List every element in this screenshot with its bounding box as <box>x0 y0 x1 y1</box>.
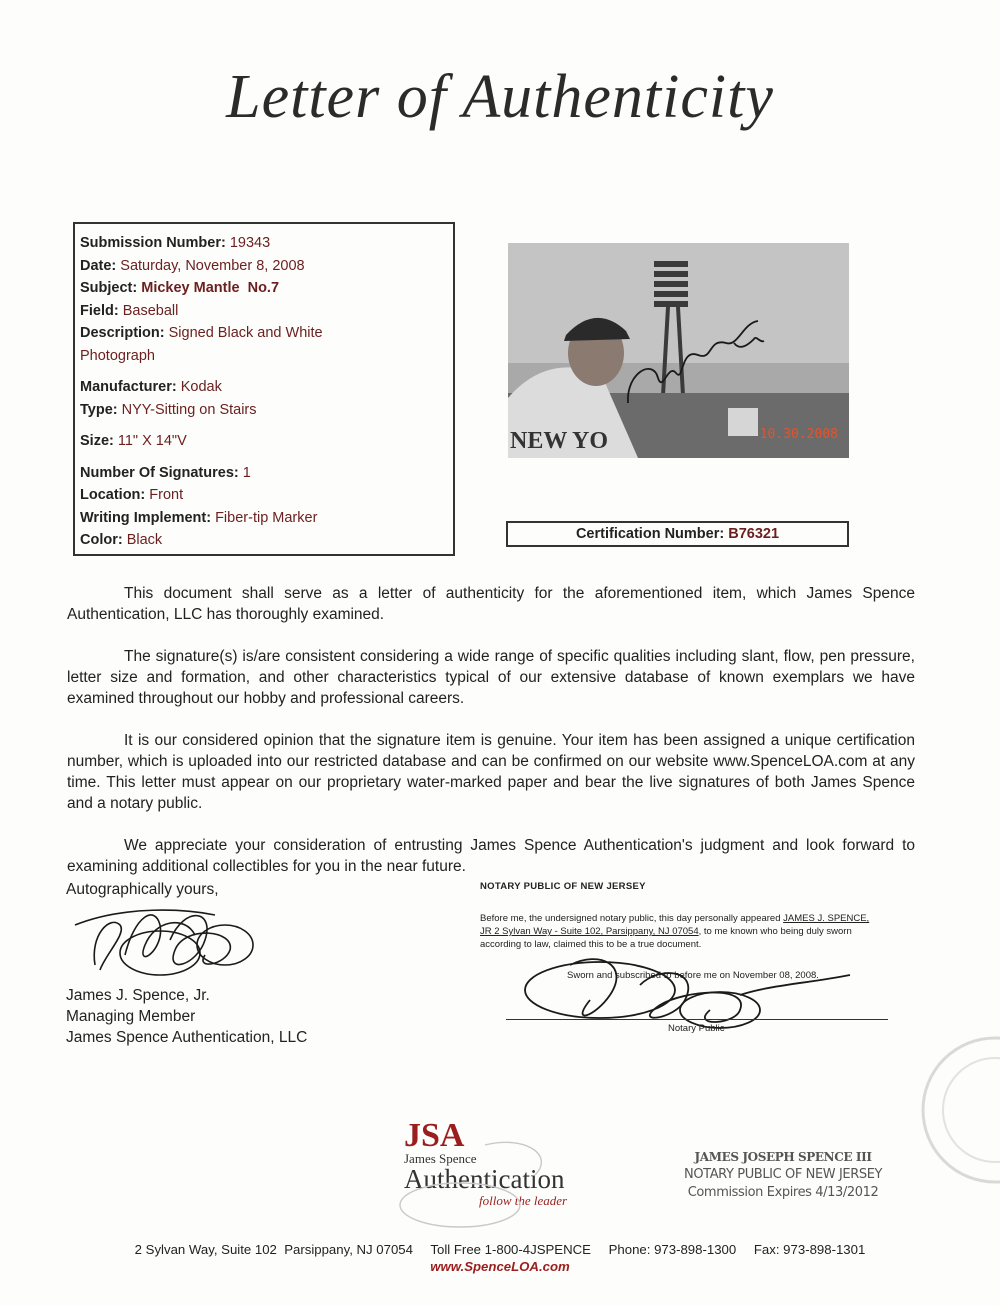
notary-sworn-line: Sworn and subscribed to before me on November 08, 2008. <box>567 970 819 981</box>
item-photo <box>508 243 849 458</box>
detail-size: Size: 11" X 14"V <box>80 433 187 449</box>
body-paragraph-2: The signature(s) is/are consistent considering a wide range of specific qualities including slant, flow, pen pressure, letter size and formation, and other characteristics typical of our extensive database of known exemplars we have examined throughout our hobby and professional careers. <box>67 648 915 707</box>
signer-name: James J. Spence, Jr. <box>66 987 210 1004</box>
photo-date-stamp: 10.30.2008 <box>759 427 838 442</box>
stamp-name: JAMES JOSEPH SPENCE III <box>694 1150 872 1164</box>
detail-color: Color: Black <box>80 532 163 548</box>
stamp-commission: Commission Expires 4/13/2012 <box>687 1185 879 1200</box>
detail-description-line2: Photograph <box>80 347 155 364</box>
jsa-logo-mark: JSA <box>404 1117 465 1154</box>
footer-toll-free: Toll Free 1-800-4JSPENCE <box>430 1242 591 1257</box>
detail-number-of-signatures: Number Of Signatures: 1 <box>80 464 251 481</box>
certification-label: Certification Number: <box>575 526 725 542</box>
footer-website-link[interactable]: www.SpenceLOA.com <box>430 1259 570 1274</box>
detail-field: Field: Baseball <box>80 302 179 319</box>
notary-public-label: Notary Public <box>668 1023 725 1034</box>
notary-heading: NOTARY PUBLIC OF NEW JERSEY <box>480 881 646 892</box>
body-paragraph-4: We appreciate your consideration of entrusting James Spence Authentication's judgment and look forward to examining additional collectibles for you in the near future. <box>67 837 915 875</box>
detail-type: Type: NYY-Sitting on Stairs <box>80 401 257 418</box>
detail-manufacturer: Manufacturer: Kodak <box>80 379 222 395</box>
stamp-title: NOTARY PUBLIC OF NEW JERSEY <box>684 1167 883 1182</box>
detail-submission-number: Submission Number: 19343 <box>80 235 271 251</box>
footer-contact <box>0 1241 1000 1258</box>
svg-text:NEW YO: NEW YO <box>510 428 609 454</box>
notary-signature-line <box>506 1019 888 1020</box>
signer-block <box>66 985 307 1048</box>
footer-address: 2 Sylvan Way, Suite 102 Parsippany, NJ 07054 <box>134 1242 413 1257</box>
detail-location: Location: Front <box>80 487 184 503</box>
detail-description: Description: Signed Black and White <box>80 325 323 341</box>
footer <box>0 1241 1000 1275</box>
spence-signature <box>65 895 265 985</box>
body-paragraph-1: This document shall serve as a letter of authenticity for the aforementioned item, which James Spence Authentication, LLC has thoroughly examined. <box>67 585 915 623</box>
notary-statement: Before me, the undersigned notary public, this day personally appeared JAMES J. SPENCE, JR 2 Sylvan Way - Suite 102, Parsippany, NJ 07054, to me known who being duly sworn according to law, claimed this to be a true document. <box>480 913 870 950</box>
detail-subject: Subject: Mickey Mantle No.7 <box>80 280 280 296</box>
page-title: Letter of Authenticity <box>226 63 774 131</box>
notary-embossed-seal <box>895 1030 995 1190</box>
detail-date: Date: Saturday, November 8, 2008 <box>80 257 305 274</box>
jsa-logo-tagline: follow the leader <box>479 1193 568 1208</box>
signer-role: Managing Member <box>66 1008 196 1025</box>
closing: Autographically yours, <box>66 881 219 898</box>
photo-scene <box>508 243 849 458</box>
certification-number: B76321 <box>728 526 780 542</box>
footer-fax: Fax: 973-898-1301 <box>753 1242 866 1257</box>
body-paragraph-3: It is our considered opinion that the signature item is genuine. Your item has been assigned a unique certification number, which is uploaded into our restricted database and can be confirmed on our website www.SpenceLOA.com at any time. This letter must appear on our proprietary water-marked paper and bear the live signatures of both James Spence and a notary public. <box>67 732 915 812</box>
certification-box <box>506 521 849 547</box>
jsa-logo-name: Authentication <box>404 1164 565 1194</box>
jsa-logo-flourish <box>385 1135 565 1235</box>
detail-writing-implement: Writing Implement: Fiber-tip Marker <box>80 509 318 526</box>
footer-phone: Phone: 973-898-1300 <box>608 1242 737 1257</box>
notary-appeared-party: JAMES J. SPENCE, JR 2 Sylvan Way - Suite 102, Parsippany, NJ 07054 <box>480 913 870 937</box>
signer-company: James Spence Authentication, LLC <box>66 1029 308 1046</box>
jsa-logo-sub: James Spence <box>404 1151 477 1166</box>
notary-stamp <box>684 1148 882 1202</box>
item-details-box <box>73 222 455 556</box>
letter-body <box>67 583 915 898</box>
